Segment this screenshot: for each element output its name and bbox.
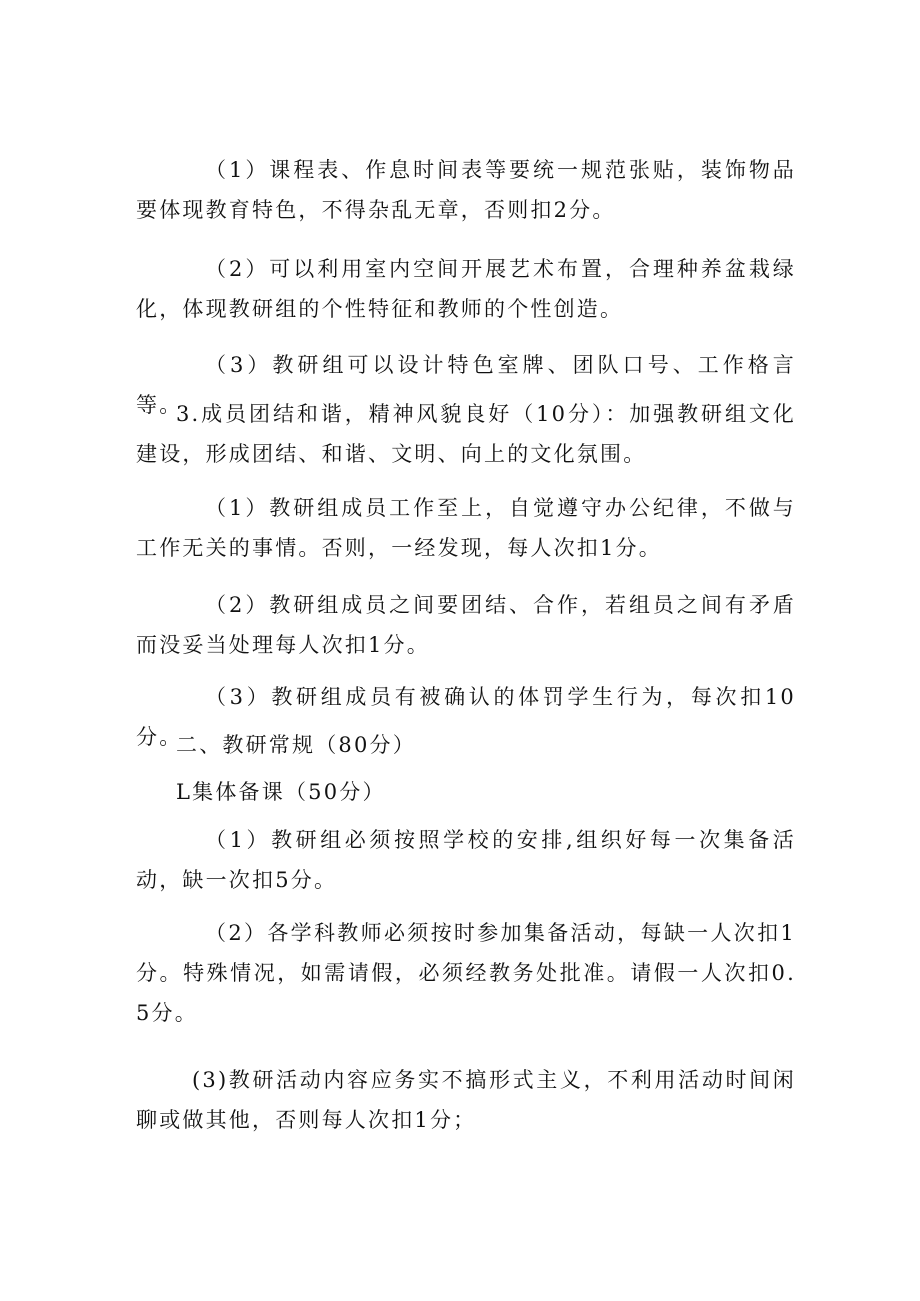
paragraph-10: (3)教研活动内容应务实不搞形式主义，不利用活动时间闲聊或做其他，否则每人次扣1分； [136, 1068, 796, 1132]
paragraph-6: （2）教研组成员之间要团结、合作，若组员之间有矛盾而没妥当处理每人次扣1分。 [136, 593, 796, 657]
paragraph-7: （3）教研组成员有被确认的体罚学生行为，每次扣10分。 [136, 685, 796, 749]
paragraph-3: （3）教研组可以设计特色室牌、团队口号、工作格言等。 [136, 353, 796, 417]
paragraph-1: （1）课程表、作息时间表等要统一规范张贴，装饰物品要体现教育特色，不得杂乱无章，否则扣2分。 [136, 158, 796, 222]
section-heading: 二、教研常规（80分） [176, 733, 416, 757]
paragraph-9: （2）各学科教师必须按时参加集备活动，每缺一人次扣1分。特殊情况，如需请假，必须经教务处批准。请假一人次扣0.5分。 [136, 921, 796, 1025]
paragraph-2: （2）可以利用室内空间开展艺术布置，合理种养盆栽绿化，体现教研组的个性特征和教师的个性创造。 [136, 257, 796, 321]
paragraph-5: （1）教研组成员工作至上，自觉遵守办公纪律，不做与工作无关的事情。否则，一经发现，每人次扣1分。 [136, 496, 796, 560]
paragraph-4: 3.成员团结和谐，精神风貌良好（10分）：加强教研组文化建设，形成团结、和谐、文明、向上的文化氛围。 [136, 402, 796, 466]
subsection-heading: L集体备课（50分） [176, 780, 386, 804]
paragraph-8: （1）教研组必须按照学校的安排,组织好每一次集备活动，缺一次扣5分。 [136, 828, 796, 892]
